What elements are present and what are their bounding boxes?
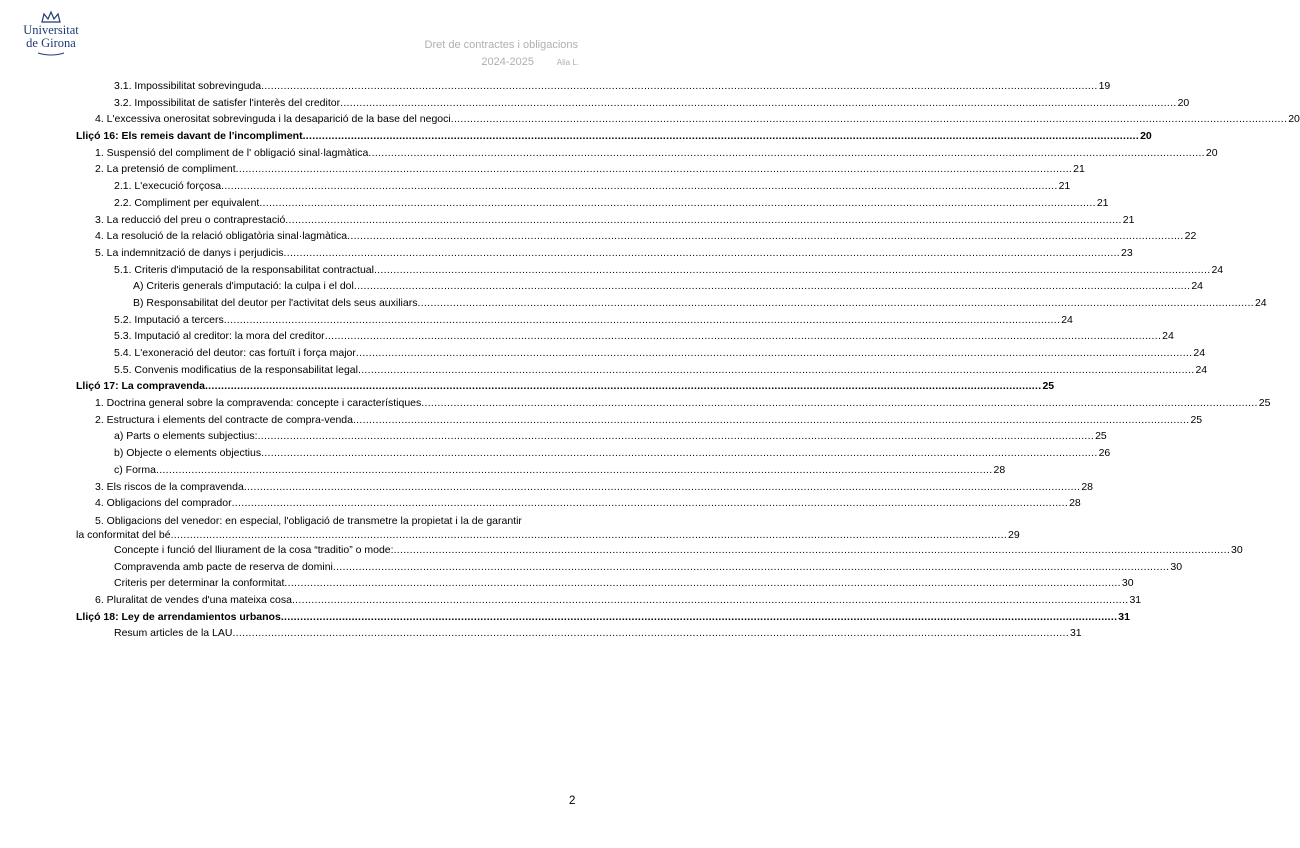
toc-page-number: 29 xyxy=(1008,528,1020,541)
toc-leader-dots xyxy=(292,594,1128,606)
toc-leader-dots xyxy=(421,397,1257,409)
toc-entry-text: b) Objecte o elements objectius xyxy=(114,447,262,460)
toc-entry-text: 1. Doctrina general sobre la compravenda: concepte i característiques xyxy=(95,397,422,410)
toc-entry[interactable] xyxy=(76,413,1203,431)
course-year: 2024-2025 xyxy=(481,56,534,68)
toc-page-number: 28 xyxy=(993,463,1006,476)
toc-page-number: 25 xyxy=(1258,397,1271,410)
toc-entry[interactable] xyxy=(76,180,1071,197)
toc-entry-text: 5.5. Convenis modificatius de la responsabilitat legal xyxy=(114,363,358,376)
toc-leader-dots xyxy=(261,447,1097,459)
toc-entry-text: Lliçó 16: Els remeis davant de l'incompliment xyxy=(76,130,303,143)
crown-icon xyxy=(40,10,62,24)
toc-leader-dots xyxy=(325,330,1161,342)
toc-entry[interactable] xyxy=(76,163,1085,180)
toc-leader-dots xyxy=(303,130,1139,142)
table-of-contents xyxy=(76,80,1300,644)
toc-entry-text: B) Responsabilitat del deutor per l'activitat dels seus auxiliars xyxy=(133,296,418,309)
logo-line-1: Universitat xyxy=(23,23,79,37)
toc-leader-dots xyxy=(347,230,1183,242)
toc-leader-dots xyxy=(156,464,992,476)
toc-page-number: 24 xyxy=(1191,280,1204,293)
toc-page-number: 20 xyxy=(1288,113,1300,126)
toc-entry[interactable] xyxy=(76,543,1243,561)
toc-page-number: 24 xyxy=(1061,313,1073,326)
toc-entry-text: 2. Estructura i elements del contracte de compra-venda xyxy=(95,413,353,426)
toc-page-number: 20 xyxy=(1140,130,1152,143)
toc-page-number: 30 xyxy=(1121,577,1134,590)
toc-entry[interactable] xyxy=(76,480,1093,498)
toc-page-number: 25 xyxy=(1190,413,1203,426)
toc-leader-dots xyxy=(394,544,1230,556)
toc-entry[interactable] xyxy=(76,347,1206,364)
toc-entry-text: 5.1. Criteris d'imputació de la responsabilitat contractual xyxy=(114,263,374,276)
toc-leader-dots xyxy=(259,197,1095,209)
logo-line-2: de Girona xyxy=(26,36,76,50)
toc-leader-dots xyxy=(236,163,1072,175)
toc-page-number: 22 xyxy=(1184,230,1197,243)
toc-leader-dots xyxy=(417,297,1253,309)
toc-entry[interactable] xyxy=(76,130,1152,147)
toc-page-number: 21 xyxy=(1122,213,1135,226)
toc-entry[interactable] xyxy=(76,313,1073,331)
toc-leader-dots xyxy=(205,380,1041,392)
toc-entry-text: 5. La indemnització de danys i perjudicis xyxy=(95,246,284,259)
toc-leader-dots xyxy=(356,347,1192,359)
toc-leader-dots xyxy=(451,113,1287,125)
toc-entry[interactable] xyxy=(76,263,1224,281)
toc-leader-dots xyxy=(353,414,1189,426)
toc-entry[interactable] xyxy=(76,113,1300,130)
toc-leader-dots xyxy=(244,481,1080,493)
toc-page-number: 20 xyxy=(1205,146,1218,159)
toc-page-number: 21 xyxy=(1073,163,1085,176)
toc-entry-text: a) Parts o elements subjectius: xyxy=(114,430,258,443)
toc-leader-dots xyxy=(221,180,1057,192)
toc-page-number: 28 xyxy=(1081,480,1093,493)
toc-page-number: 20 xyxy=(1177,96,1190,109)
toc-entry[interactable] xyxy=(76,230,1197,247)
toc-leader-dots xyxy=(258,430,1094,442)
toc-entry[interactable] xyxy=(76,213,1135,231)
toc-page-number: 24 xyxy=(1195,363,1208,376)
toc-page-number: 24 xyxy=(1211,263,1224,276)
toc-entry-text: Compravenda amb pacte de reserva de domini xyxy=(114,560,333,573)
toc-leader-dots xyxy=(358,364,1194,376)
toc-page-number: 24 xyxy=(1254,296,1267,309)
toc-page-number: 24 xyxy=(1162,330,1174,343)
toc-entry-text: 4. Obligacions del comprador xyxy=(95,497,232,510)
toc-page-number: 21 xyxy=(1096,196,1109,209)
toc-entry-text: Lliçó 18: Ley de arrendamientos urbanos xyxy=(76,610,281,623)
toc-leader-dots xyxy=(171,528,1007,542)
toc-entry-text: 5.3. Imputació al creditor: la mora del creditor xyxy=(114,330,325,343)
toc-entry[interactable] xyxy=(76,296,1267,314)
toc-entry-text: 3.2. Impossibilitat de satisfer l'interès del creditor xyxy=(114,96,341,109)
toc-entry-text: 4. La resolució de la relació obligatòria sinal·lagmàtica xyxy=(95,230,348,243)
toc-entry-text: Concepte i funció del lliurament de la cosa “traditio” o mode: xyxy=(114,543,394,556)
toc-entry-text: Resum articles de la LAU xyxy=(114,627,233,640)
toc-leader-dots xyxy=(374,264,1210,276)
toc-page-number: 31 xyxy=(1129,593,1142,606)
toc-leader-dots xyxy=(368,147,1204,159)
toc-leader-dots xyxy=(284,247,1120,259)
toc-leader-dots xyxy=(232,497,1068,509)
toc-entry-text: 2.1. L'execució forçosa xyxy=(114,180,222,193)
toc-entry-text: 6. Pluralitat de vendes d'una mateixa cosa xyxy=(95,593,292,606)
toc-entry[interactable] xyxy=(76,610,1130,628)
toc-page-number: 19 xyxy=(1098,80,1111,92)
toc-entry-text-continued: la conformitat del bé xyxy=(76,528,171,541)
toc-entry-text: 2.2. Compliment per equivalent xyxy=(114,196,260,209)
toc-entry[interactable] xyxy=(76,246,1133,264)
course-title: Dret de contractes i obligacions xyxy=(424,39,578,51)
toc-entry[interactable] xyxy=(76,514,1020,544)
toc-leader-dots xyxy=(261,80,1097,92)
toc-leader-dots xyxy=(285,214,1121,226)
toc-page-number: 31 xyxy=(1069,627,1082,640)
toc-entry-text: 5.4. L'exoneració del deutor: cas fortuït i força major xyxy=(114,347,356,359)
toc-leader-dots xyxy=(340,97,1176,109)
toc-entry-text: A) Criteris generals d'imputació: la culpa i el dol xyxy=(133,280,354,293)
toc-entry[interactable] xyxy=(76,363,1208,381)
university-logo xyxy=(18,10,84,56)
toc-page-number: 30 xyxy=(1170,560,1183,573)
toc-entry-text: 4. L'excessiva onerositat sobrevinguda i la desaparició de la base del negoci xyxy=(95,113,451,126)
toc-entry[interactable] xyxy=(76,497,1081,514)
toc-leader-dots xyxy=(224,314,1060,326)
toc-entry[interactable] xyxy=(76,380,1055,397)
toc-leader-dots xyxy=(333,561,1169,573)
toc-entry-text: 3. Els riscos de la compravenda xyxy=(95,480,244,493)
toc-page-number: 25 xyxy=(1095,430,1107,443)
logo-underline-icon xyxy=(36,50,66,56)
page-number: 2 xyxy=(569,795,576,807)
toc-page-number: 26 xyxy=(1098,447,1111,460)
toc-entry-text: Criteris per determinar la conformitat xyxy=(114,577,285,590)
author-name: Alia L. xyxy=(556,58,579,67)
toc-entry[interactable] xyxy=(76,463,1006,481)
toc-page-number: 21 xyxy=(1058,180,1071,193)
toc-page-number: 28 xyxy=(1069,497,1081,510)
toc-entry-text: 2. La pretensió de compliment xyxy=(95,163,236,176)
toc-page-number: 31 xyxy=(1118,610,1130,623)
toc-entry[interactable] xyxy=(76,627,1082,644)
toc-leader-dots xyxy=(281,611,1117,623)
toc-entry[interactable] xyxy=(76,330,1174,347)
toc-page-number: 24 xyxy=(1193,347,1206,359)
toc-entry-text: Lliçó 17: La compravenda xyxy=(76,380,205,393)
toc-entry[interactable] xyxy=(76,560,1183,578)
toc-entry[interactable] xyxy=(76,430,1107,447)
toc-leader-dots xyxy=(354,280,1190,292)
toc-entry[interactable] xyxy=(76,397,1271,414)
toc-leader-dots xyxy=(232,627,1068,639)
toc-entry-text: 3.1. Impossibilitat sobrevinguda xyxy=(114,80,262,92)
toc-page-number: 30 xyxy=(1231,543,1243,556)
toc-entry-text: 3. La reducció del preu o contraprestació xyxy=(95,213,286,226)
toc-page-number: 23 xyxy=(1121,246,1133,259)
toc-entry[interactable] xyxy=(76,96,1190,114)
toc-entry-text: 1. Suspensió del compliment de l' obligació sinal·lagmàtica xyxy=(95,146,369,159)
toc-entry-text: c) Forma xyxy=(114,463,156,476)
toc-leader-dots xyxy=(284,577,1120,589)
toc-entry[interactable] xyxy=(76,593,1142,611)
toc-entry[interactable] xyxy=(76,146,1218,164)
toc-entry[interactable] xyxy=(76,280,1204,297)
toc-entry[interactable] xyxy=(76,80,1111,97)
toc-entry[interactable] xyxy=(76,577,1134,594)
toc-page-number: 25 xyxy=(1042,380,1055,393)
toc-entry[interactable] xyxy=(76,447,1111,464)
toc-entry-text: 5. Obligacions del venedor: en especial, l'obligació de transmetre la propietat i la de garantir xyxy=(95,514,522,527)
toc-entry[interactable] xyxy=(76,196,1109,214)
toc-entry-text: 5.2. Imputació a tercers xyxy=(114,313,224,326)
